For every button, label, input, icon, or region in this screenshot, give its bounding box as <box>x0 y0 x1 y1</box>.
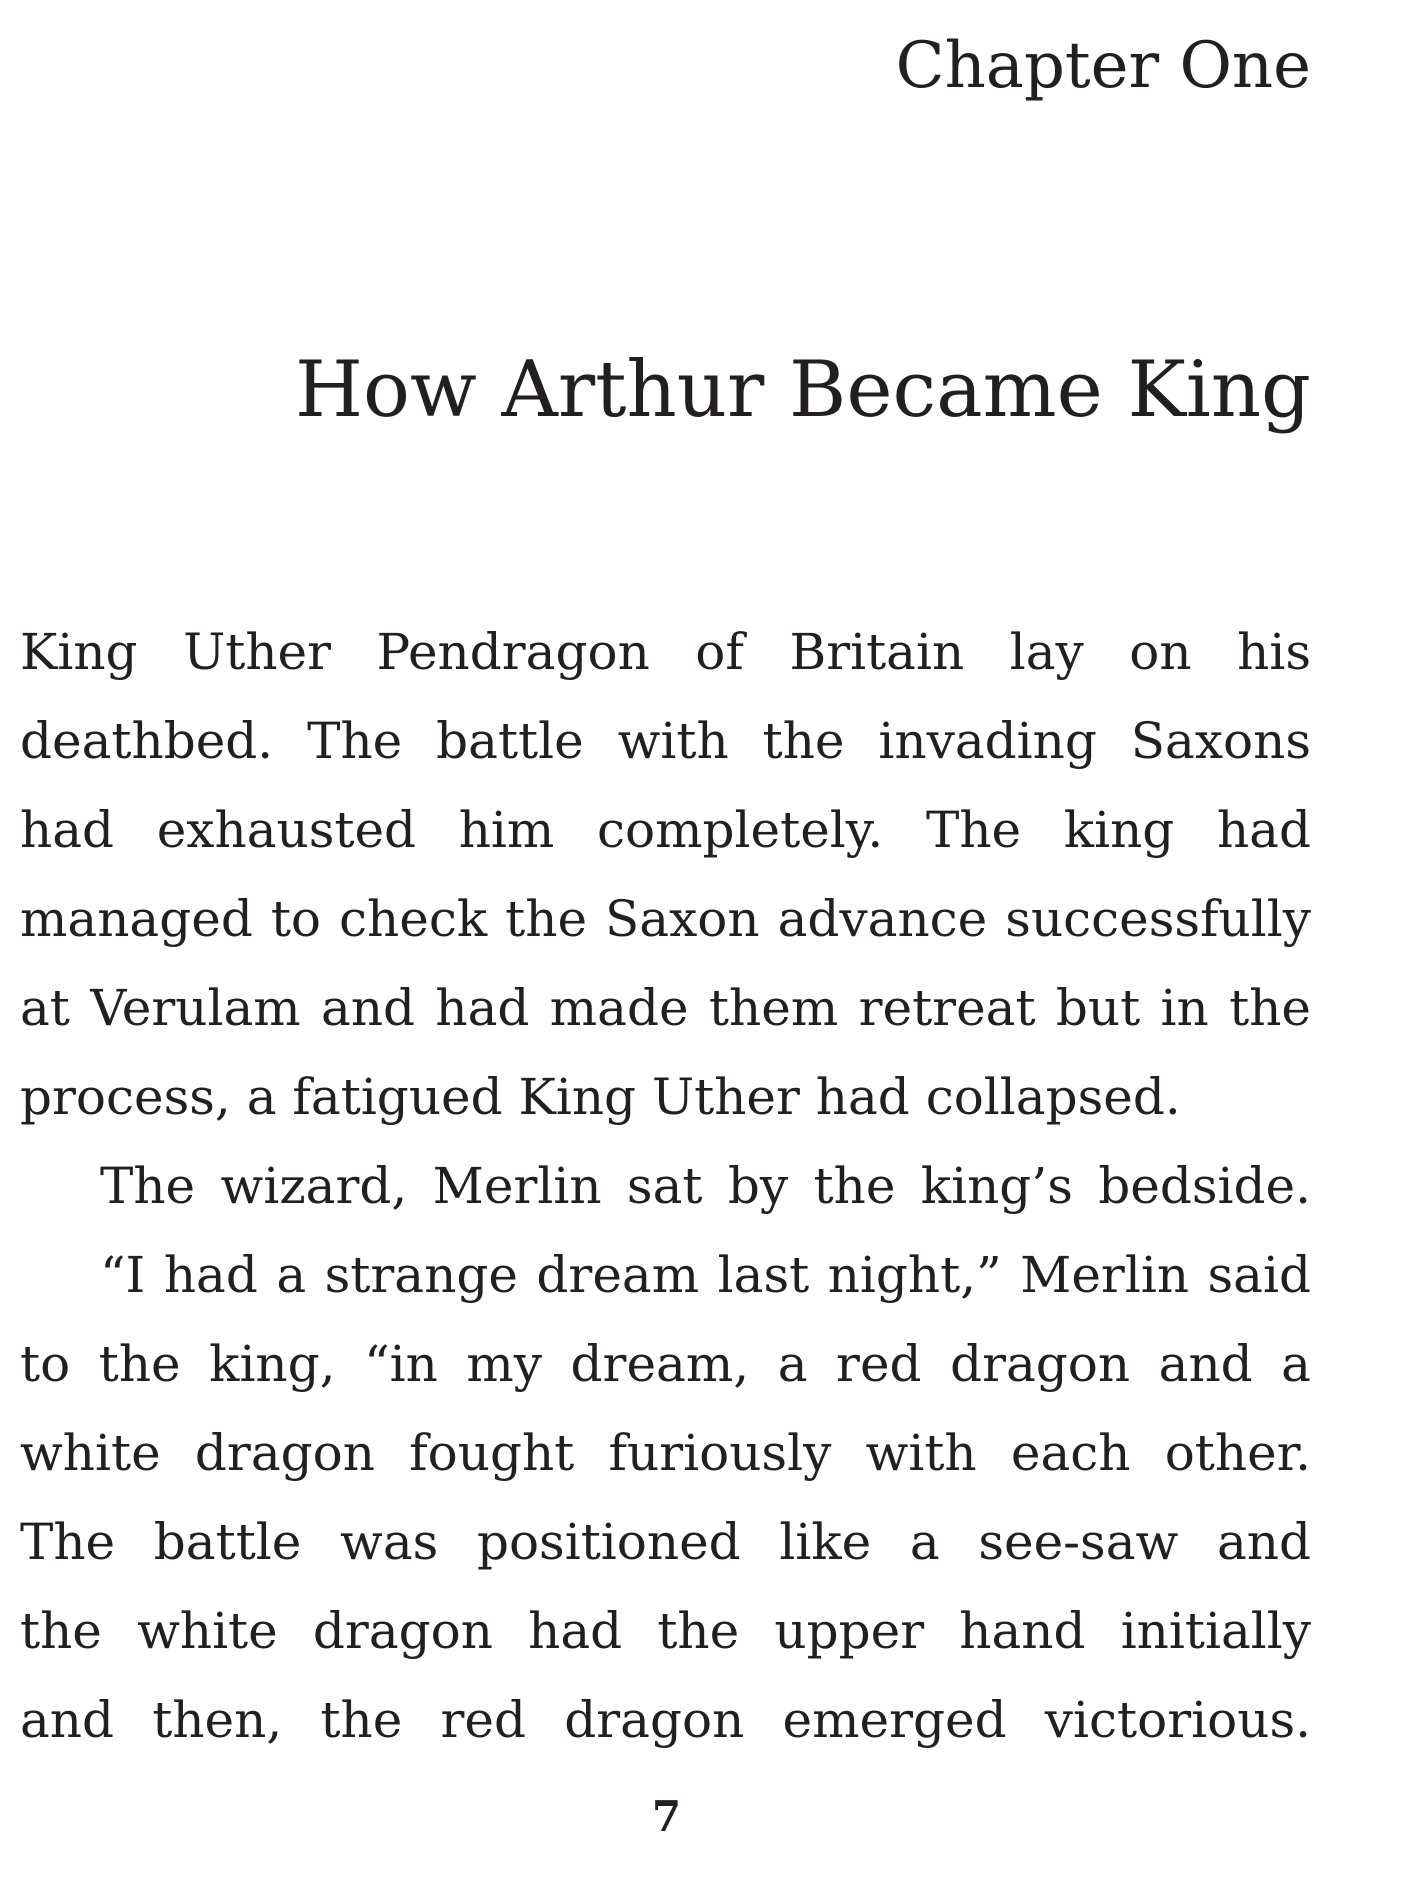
body-line: had exhausted him completely. The king had <box>20 801 1311 859</box>
body-line: process, a fatigued King Uther had collapsed. <box>20 1068 1181 1126</box>
body-line: white dragon fought furiously with each other. <box>20 1424 1311 1482</box>
chapter-label: Chapter One <box>895 29 1311 103</box>
body-line: The battle was positioned like a see-saw and <box>20 1513 1311 1571</box>
body-line: the white dragon had the upper hand initially <box>20 1602 1311 1660</box>
page-number: 7 <box>651 1792 682 1841</box>
body-line: The wizard, Merlin sat by the king’s bedside. <box>100 1157 1311 1215</box>
body-line: to the king, “in my dream, a red dragon and a <box>20 1335 1311 1393</box>
body-line: deathbed. The battle with the invading Saxons <box>20 712 1311 770</box>
body-line: at Verulam and had made them retreat but in the <box>20 979 1311 1037</box>
body-line: “I had a strange dream last night,” Merlin said <box>100 1246 1311 1304</box>
chapter-title: How Arthur Became King <box>294 345 1311 435</box>
body-line: and then, the red dragon emerged victorious. <box>20 1691 1311 1749</box>
body-line: managed to check the Saxon advance successfully <box>20 890 1311 948</box>
body-line: King Uther Pendragon of Britain lay on his <box>20 623 1311 681</box>
chapter-body <box>20 608 1311 1765</box>
